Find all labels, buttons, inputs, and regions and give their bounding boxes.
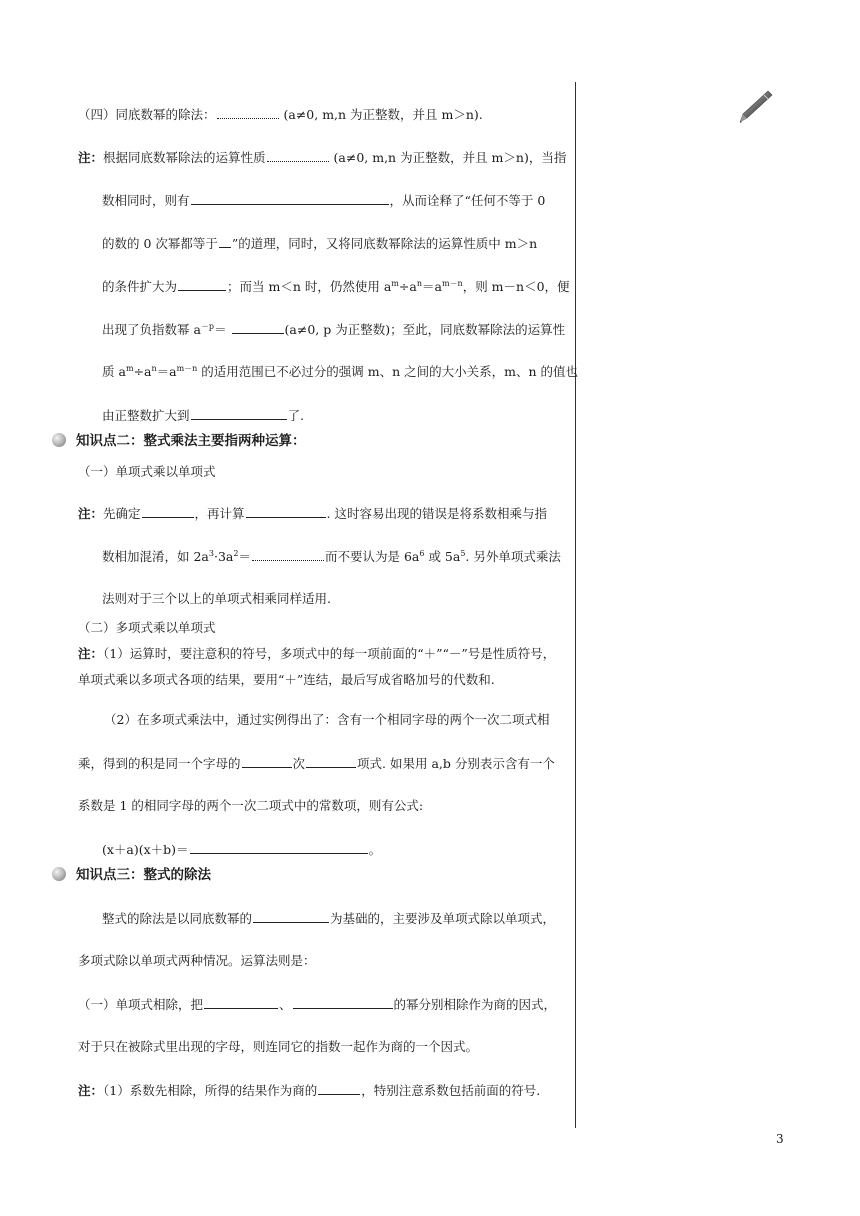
fill-blank: [219, 235, 231, 248]
note-label: 注：: [78, 506, 104, 521]
fill-blank: [242, 755, 292, 768]
text: 的条件扩大为: [102, 279, 178, 294]
note-label: 注：: [78, 1083, 104, 1098]
text: 单项式乘以多项式各项的结果，要用“＋”连结，最后写成省略加号的代数和.: [78, 672, 495, 687]
line: [78, 620, 216, 636]
text: ，则 m－n＜0，便: [462, 279, 570, 294]
section-heading-2: [52, 432, 306, 450]
exponent: n: [416, 278, 422, 288]
line: [102, 364, 578, 380]
line: [102, 910, 555, 927]
line: [78, 996, 556, 1013]
section-heading-3: [52, 866, 211, 884]
text: ＝a: [421, 279, 442, 294]
page-number: 3: [776, 1132, 784, 1146]
fill-blank: [246, 505, 326, 518]
text: 先确定: [103, 506, 141, 521]
exponent: －p: [200, 321, 215, 331]
text: 。: [368, 842, 382, 857]
line: [78, 953, 316, 969]
text: ＝: [214, 322, 231, 337]
text: （一）单项式相除，把: [78, 997, 204, 1012]
text: （2）在多项式乘法中，通过实例得出了：含有一个相同字母的两个一次二项式相: [104, 712, 550, 727]
exponent: m－n: [441, 278, 463, 288]
bullet-circle-icon: [52, 433, 66, 447]
text: 次: [292, 756, 306, 771]
line: [102, 321, 565, 338]
line: [102, 591, 331, 607]
text: 对于只在被除式里出现的字母，则连同它的指数一起作为商的一个因式。: [78, 1039, 479, 1054]
line: [102, 548, 561, 565]
text: (a≠0, m,n 为正整数，并且 m＞n)，当指: [333, 150, 567, 165]
line: [102, 278, 570, 295]
text: 项式. 如果用 a,b 分别表示含有一个: [357, 756, 555, 771]
text: (a≠0, p 为正整数)；至此，同底数幂除法的运算性: [284, 322, 566, 337]
column-divider: [575, 82, 576, 1128]
text: 而不要认为是 6a: [324, 549, 420, 564]
line: [78, 646, 555, 662]
text: (a≠0, m,n 为正整数，并且 m＞n).: [283, 107, 483, 122]
text: （四）同底数幂的除法：: [78, 107, 216, 122]
text: ÷a: [133, 364, 152, 379]
text: ，再计算: [194, 506, 245, 521]
text: 乘，得到的积是同一个字母的: [78, 756, 241, 771]
fill-blank: [178, 278, 226, 291]
text: 系数是 1 的相同字母的两个一次二项式中的常数项，则有公式:: [78, 798, 424, 813]
text: 的适用范围已不必过分的强调 m、n 之间的大小关系，m、n 的值也: [197, 364, 579, 379]
line: [78, 464, 216, 480]
text: 多项式除以单项式两种情况。运算法则是：: [78, 953, 316, 968]
text: ，特别注意系数包括前面的符号.: [361, 1083, 541, 1098]
text: . 另外单项式乘法: [465, 549, 561, 564]
exponent: m: [391, 278, 399, 288]
text: 的幂分别相除作为商的因式，: [393, 997, 557, 1012]
line: [78, 1039, 478, 1055]
line: [78, 1082, 540, 1099]
text: . 这时容易出现的错误是将系数相乘与指: [326, 506, 547, 521]
line-note-quotient: [78, 149, 566, 166]
line: [102, 235, 537, 252]
text: (x＋a)(x＋b)＝: [102, 842, 189, 857]
line-quotient-rule: [78, 106, 483, 123]
text: 由正整数扩大到: [102, 408, 190, 423]
text: 、: [279, 997, 292, 1012]
fill-blank: [191, 407, 287, 420]
exponent: m－n: [176, 363, 198, 373]
bullet-circle-icon: [52, 867, 66, 881]
text: ·3a: [213, 549, 234, 564]
exponent: 5: [460, 548, 466, 558]
text: 数相同时，则有: [102, 193, 190, 208]
text: ，从而诠释了“任何不等于 0: [389, 193, 546, 208]
line: [78, 505, 547, 522]
text: 为基础的，主要涉及单项式除以单项式，: [330, 911, 556, 926]
text: ”的道理，同时，又将同底数幂除法的运算性质中 m＞n: [231, 236, 538, 251]
exponent: n: [151, 363, 157, 373]
exponent: 3: [208, 548, 214, 558]
fill-blank: [204, 996, 278, 1009]
heading-text: 知识点三：整式的除法: [76, 867, 211, 883]
exponent: m: [125, 363, 134, 373]
exponent: 2: [233, 548, 239, 558]
text: 质 a: [102, 364, 126, 379]
line: [104, 712, 549, 728]
subheading: （二）多项式乘以单项式: [78, 620, 216, 635]
line: [78, 672, 495, 688]
fill-blank: [252, 548, 324, 561]
text: 根据同底数幂除法的运算性质: [103, 150, 266, 165]
line: [78, 755, 555, 772]
line: [102, 407, 304, 424]
text: （1）系数先相除，所得的结果作为商的: [103, 1083, 318, 1098]
fill-blank: [217, 106, 279, 119]
text: 了.: [287, 408, 304, 423]
pen-icon: [735, 88, 775, 128]
fill-blank: [232, 321, 284, 334]
text: 的数的 0 次幂都等于: [102, 236, 218, 251]
line: [78, 798, 423, 814]
fill-blank: [318, 1082, 360, 1095]
line-formula: [102, 841, 381, 858]
text: ＝: [238, 549, 251, 564]
text: 或 5a: [424, 549, 461, 564]
text: 整式的除法是以同底数幂的: [102, 911, 253, 926]
text: ÷a: [398, 279, 417, 294]
heading-text: 知识点二：整式乘法主要指两种运算：: [76, 433, 306, 449]
note-label: 注：: [78, 150, 104, 165]
fill-blank: [190, 841, 368, 854]
fill-blank: [306, 755, 356, 768]
note-label: 注：: [78, 646, 104, 661]
fill-blank: [293, 996, 393, 1009]
text: 法则对于三个以上的单项式相乘同样适用.: [102, 591, 331, 606]
fill-blank: [191, 192, 389, 205]
fill-blank: [253, 910, 329, 923]
fill-blank: [267, 149, 329, 162]
text: 出现了负指数幂 a: [102, 322, 201, 337]
line: [102, 192, 545, 209]
text: ；而当 m＜n 时，仍然使用 a: [227, 279, 392, 294]
text: ＝a: [156, 364, 177, 379]
text: （1）运算时，要注意积的符号，多项式中的每一项前面的“＋”“－”号是性质符号，: [103, 646, 556, 661]
text: 数相加混淆，如 2a: [102, 549, 209, 564]
subheading: （一）单项式乘以单项式: [78, 464, 216, 479]
exponent: 6: [419, 548, 425, 558]
fill-blank: [142, 505, 194, 518]
